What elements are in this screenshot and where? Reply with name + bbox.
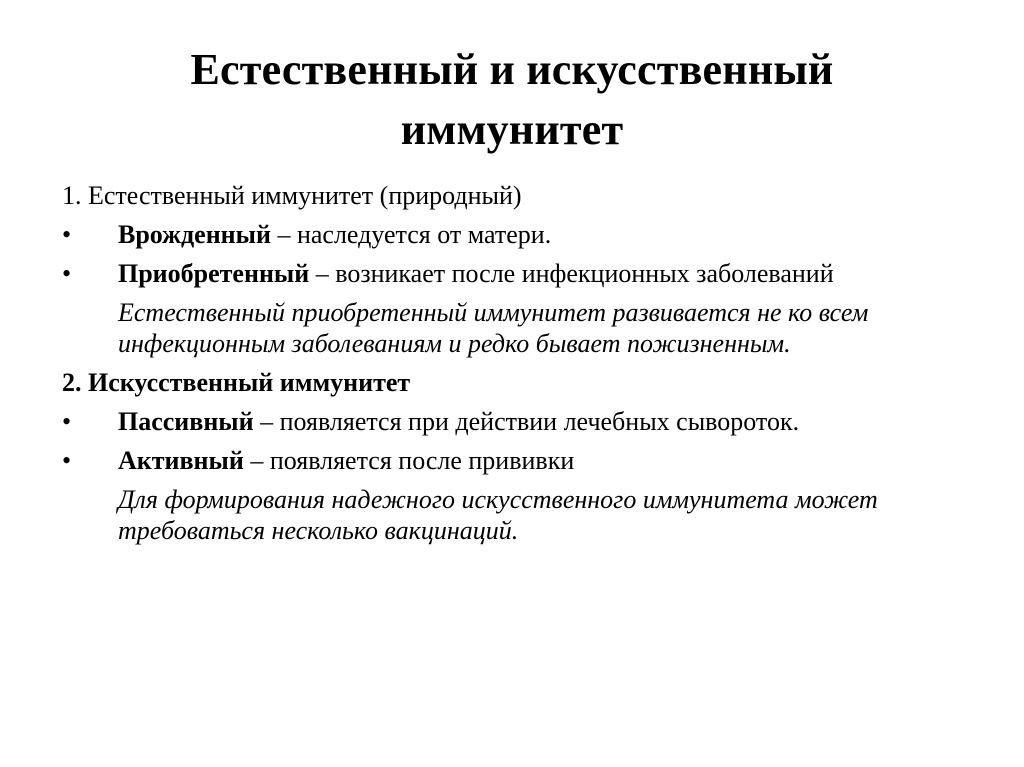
- bullet-item-passive: [62, 406, 982, 437]
- title-line-1: Естественный и искусственный: [190, 45, 834, 94]
- bullet-term: Врожденный: [118, 220, 271, 249]
- bullet-icon: •: [62, 259, 72, 288]
- bullet-icon: •: [62, 446, 72, 475]
- slide-title: [0, 40, 1024, 160]
- bullet-item-active: [62, 445, 982, 476]
- bullet-term: Пассивный: [118, 407, 254, 436]
- bullet-description: – возникает после инфекционных заболеваний: [309, 259, 834, 288]
- bullet-description: – появляется после прививки: [243, 446, 575, 475]
- title-line-2: иммунитет: [400, 105, 624, 154]
- bullet-icon: •: [62, 407, 72, 436]
- bullet-description: – наследуется от матери.: [270, 220, 552, 249]
- bullet-term: Приобретенный: [118, 259, 310, 288]
- bullet-item-congenital: [62, 219, 982, 250]
- bullet-icon: •: [62, 220, 72, 249]
- slide-content: [62, 180, 982, 554]
- bullet-item-acquired: [62, 258, 982, 289]
- bullet-term: Активный: [118, 446, 244, 475]
- section-1-note: Естественный приобретенный иммунитет развивается не ко всем инфекционным заболеваниям и редко бывает пожизненным.: [118, 298, 869, 358]
- bullet-description: – появляется при действии лечебных сывороток.: [253, 407, 800, 436]
- section-1-heading: 1. Естественный иммунитет (природный): [62, 181, 522, 210]
- section-2-heading: 2. Искусственный иммунитет: [62, 368, 411, 397]
- section-2-note: Для формирования надежного искусственного иммунитета может требоваться несколько вакцинаций.: [118, 485, 878, 545]
